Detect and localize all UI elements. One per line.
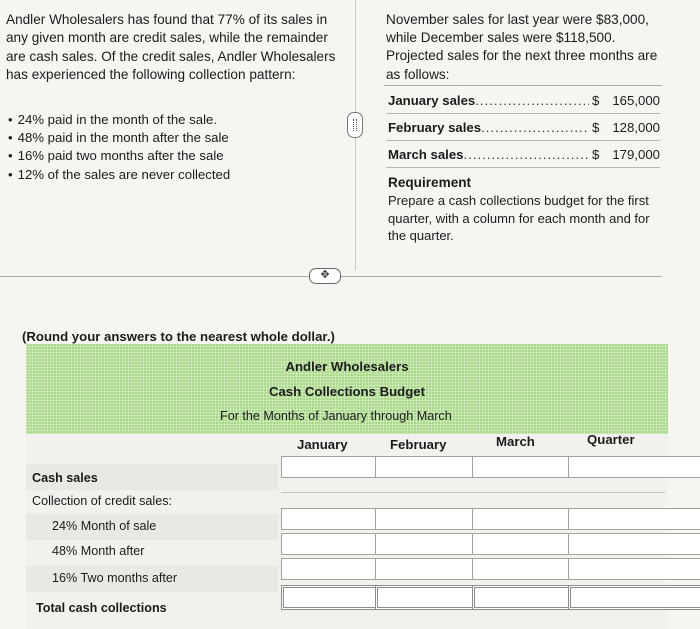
requirement-text: Prepare a cash collections budget for the first quarter, with a column for each month and for the quarter. (388, 193, 650, 244)
problem-intro: Andler Wholesalers has found that 77% of its sales in any given month are credit sales, while the remainder are cash sales. Of the credit sales, Andler Wholesalers has experienced the following collection pattern: (6, 12, 336, 83)
sales-row-january (388, 89, 660, 111)
period-title: For the Months of January through March (220, 409, 452, 423)
round-note: (Round your answers to the nearest whole dollar.) (22, 329, 335, 344)
leader-dots (481, 120, 589, 135)
bullet-month-of-sale: • 24% paid in the month of the sale. (8, 111, 338, 129)
bullet-never-collected: • 12% of the sales are never collected (8, 166, 338, 184)
divider (386, 140, 660, 141)
collapse-toggle-icon[interactable] (347, 112, 363, 138)
total-quarter[interactable] (568, 585, 700, 610)
col-head-quarter: Quarter (587, 432, 635, 447)
sales-amount: 128,000 (612, 119, 660, 135)
company-title: Andler Wholesalers (285, 359, 409, 374)
col-head-february: February (390, 437, 447, 452)
input-24pct-quarter[interactable] (568, 508, 700, 530)
currency-symbol: $ (592, 146, 600, 162)
col-head-march: March (496, 434, 535, 449)
input-cash-sales-quarter[interactable] (568, 456, 700, 478)
leader-dots (464, 147, 589, 162)
sales-label: March sales (388, 146, 464, 162)
divider (384, 85, 662, 86)
sales-label: January sales (388, 92, 476, 108)
col-head-january: January (297, 437, 348, 452)
sales-row-march (388, 143, 660, 165)
requirement-title: Requirement (388, 175, 472, 190)
divider (386, 113, 660, 114)
row-label-cash-sales: Cash sales (32, 471, 98, 485)
gridline (281, 492, 665, 493)
input-48pct-quarter[interactable] (568, 533, 700, 555)
row-label-collection-header: Collection of credit sales: (32, 494, 172, 508)
bullet-month-after: • 48% paid in the month after the sale (8, 129, 338, 147)
currency-symbol: $ (592, 119, 600, 135)
sales-row-february (388, 116, 660, 138)
sales-amount: 165,000 (612, 92, 660, 108)
collection-pattern-list (8, 111, 338, 184)
sales-label: February sales (388, 119, 482, 135)
row-label-month-of-sale: 24% Month of sale (52, 519, 157, 533)
row-label-total: Total cash collections (36, 601, 167, 615)
bullet-two-months-after: • 16% paid two months after the sale (8, 147, 338, 165)
input-16pct-quarter[interactable] (568, 558, 700, 580)
leader-dots (475, 93, 589, 108)
sales-amount: 179,000 (612, 146, 660, 162)
sales-intro: November sales for last year were $83,000, while December sales were $118,500. Projected sales for the next three months are as follows: (386, 12, 658, 82)
move-icon[interactable]: ✥ (309, 268, 341, 284)
divider (386, 167, 660, 168)
budget-title: Cash Collections Budget (268, 384, 426, 399)
row-label-two-months-after: 16% Two months after (52, 571, 178, 585)
currency-symbol: $ (592, 92, 600, 108)
row-label-month-after: 48% Month after (52, 544, 145, 558)
